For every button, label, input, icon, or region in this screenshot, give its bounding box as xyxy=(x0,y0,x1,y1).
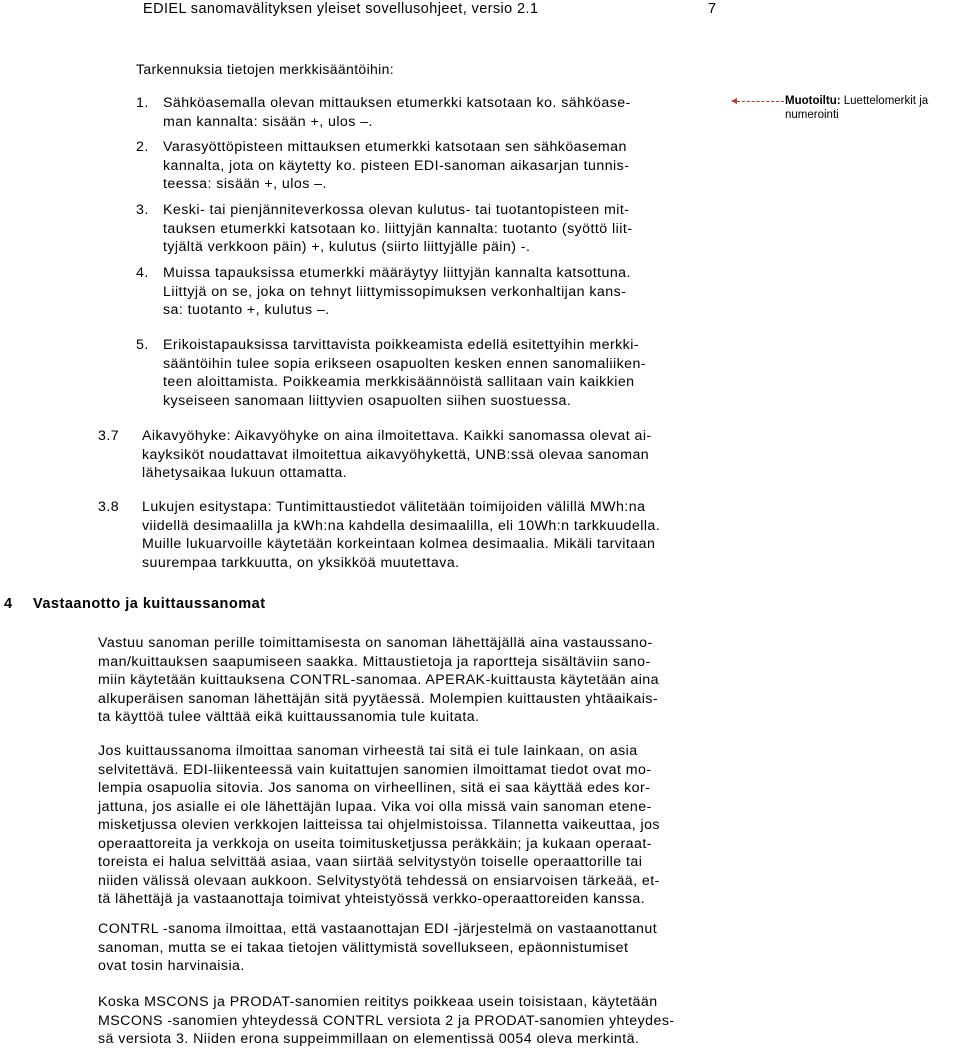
subsection-number: 3.8 xyxy=(98,499,120,515)
list-item-text: Keski- tai pienjänniteverkossa olevan kulutus- tai tuotantopisteen mit- tauksen etumerkki katsotaan ko. liittyjän kannalta: tuotanto (syöttö liit- tyjältä verkkoon päin) +, kulutus (siirto liittyjälle päin) -. xyxy=(163,202,633,255)
chapter-number: 4 xyxy=(4,596,13,612)
subsection-3-7 xyxy=(98,427,652,483)
subsection-text: Lukujen esitystapa: Tuntimittaustiedot välitetään toimijoiden välillä MWh:na viidellä desimaalilla ja kWh:na kahdella desimaalilla, eli 10Wh:n tarkkuudella. Muille lukuarvoille käytetään korkeintaan kolmea desimaalia. Mikäli tarvitaan suurempaa tarkkuutta, on yksikköä muutettava. xyxy=(142,499,661,571)
page-number: 7 xyxy=(708,1,717,17)
comment-text: Luettelomerkit ja numerointi xyxy=(785,95,929,121)
list-item-text: Erikoistapauksissa tarvittavista poikkeamista edellä esitettyihin merkki- sääntöihin tulee sopia erikseen osapuolten kesken ennen sanomaliiken- teen aloittamista. Poikkeamia merkkisäännöistä sallitaan vain kaikkien kyseiseen sanomaan liittyvien osapuolten siihen suostuessa. xyxy=(163,337,646,409)
chapter-title: Vastaanotto ja kuittaussanomat xyxy=(33,596,266,612)
paragraph: Jos kuittaussanoma ilmoittaa sanoman virheestä tai sitä ei tule lainkaan, on asia selvitettävä. EDI-liikenteessä vain kuitattujen sanomien ilmoittamat tiedot ovat mo- lempia osapuolia sitovia. Jos sanoma on virheellinen, sitä ei saa käyttää edes kor- jattuna, jos asialle ei ole lähettäjän lupaa. Vika voi olla missä vain sanoman etene- misketjussa olevien verkkojen laitteissa tai ohjelmistoissa. Tilannetta vaikeuttaa, jos operaattoreita ja verkkoja on useita toimitusketjussa peräkkäin; ja kukaan operaat- toreista ei halua selvittää asiaa, vaan siirtää selvitystyön toiselle operaattorille tai niiden välissä olevaan aukkoon. Selvitystyötä tehdessä on ensiarvoisen tärkeää, et- tä lähettäjä ja vastaanottaja toimivat yhteistyössä verkko-operaattoreiden kanssa. xyxy=(98,743,660,907)
list-item-number: 4. xyxy=(136,265,149,281)
subsection-number: 3.7 xyxy=(98,428,120,444)
list-item-number: 3. xyxy=(136,202,149,218)
paragraph: Koska MSCONS ja PRODAT-sanomien reititys poikkeaa usein toisistaan, käytetään MSCONS -sanomien yhteydessä CONTRL versiota 2 ja PRODAT-sanomien yhteydes- sä versiota 3. Niiden erona suppeimmillaan on elementissä 0054 oleva merkintä. xyxy=(98,994,675,1047)
list-item-number: 1. xyxy=(136,95,149,111)
list-item-number: 5. xyxy=(136,337,149,353)
paragraph: CONTRL -sanoma ilmoittaa, että vastaanottajan EDI -järjestelmä on vastaanottanut sanoman, mutta se ei takaa tietojen välittymistä sovellukseen, epäonnistumiset ovat tosin harvinaisia. xyxy=(98,921,658,974)
list-item xyxy=(136,336,646,410)
page-header xyxy=(143,0,743,18)
list-item-text: Varasyöttöpisteen mittauksen etumerkki katsotaan sen sähköaseman kannalta, jota on käytetty ko. pisteen EDI-sanoman aikasarjan tunnis- teessa: sisään +, ulos –. xyxy=(163,139,630,192)
list-item xyxy=(136,94,631,131)
paragraph: Vastuu sanoman perille toimittamisesta on sanoman lähettäjällä aina vastaussano- man/kuittauksen saapumiseen saakka. Mittaustietoja ja raportteja sisältäviin sano- miin käytetään kuittauksena CONTRL-sanomaa. APERAK-kuittausta käytetään aina alkuperäisen sanoman lähettäjän sitä pyytäessä. Molempien kuittausten yhtäaikais- ta käyttöä tulee välttää eikä kuittaussanomia tule kuitata. xyxy=(98,635,659,725)
subsection-text: Aikavyöhyke: Aikavyöhyke on aina ilmoitettava. Kaikki sanomassa olevat ai- kayksiköt noudattavat ilmoitettua aikavyöhykettä, UNB:ssä olevaa sanoman lähetysaikaa lukuun ottamatta. xyxy=(142,428,652,481)
comment-connector xyxy=(737,101,784,102)
list-item xyxy=(136,264,631,320)
list-item xyxy=(136,201,633,257)
intro-text: Tarkennuksia tietojen merkkisääntöihin: xyxy=(136,61,395,77)
list-item-number: 2. xyxy=(136,139,149,155)
list-item-text: Sähköasemalla olevan mittauksen etumerkki katsotaan ko. sähköase- man kannalta: sisään +, ulos –. xyxy=(163,95,631,130)
list-item-text: Muissa tapauksissa etumerkki määräytyy liittyjän kannalta katsottuna. Liittyjä on se, joka on tehnyt liittymissopimuksen verkonhaltijan kans- sa: tuotanto +, kulutus –. xyxy=(163,265,631,318)
comment-label: Muotoiltu: xyxy=(785,95,841,107)
document-title: EDIEL sanomavälityksen yleiset sovellusohjeet, versio 2.1 xyxy=(143,1,539,17)
format-comment[interactable] xyxy=(785,94,957,122)
subsection-3-8 xyxy=(98,498,661,572)
list-item xyxy=(136,138,630,194)
